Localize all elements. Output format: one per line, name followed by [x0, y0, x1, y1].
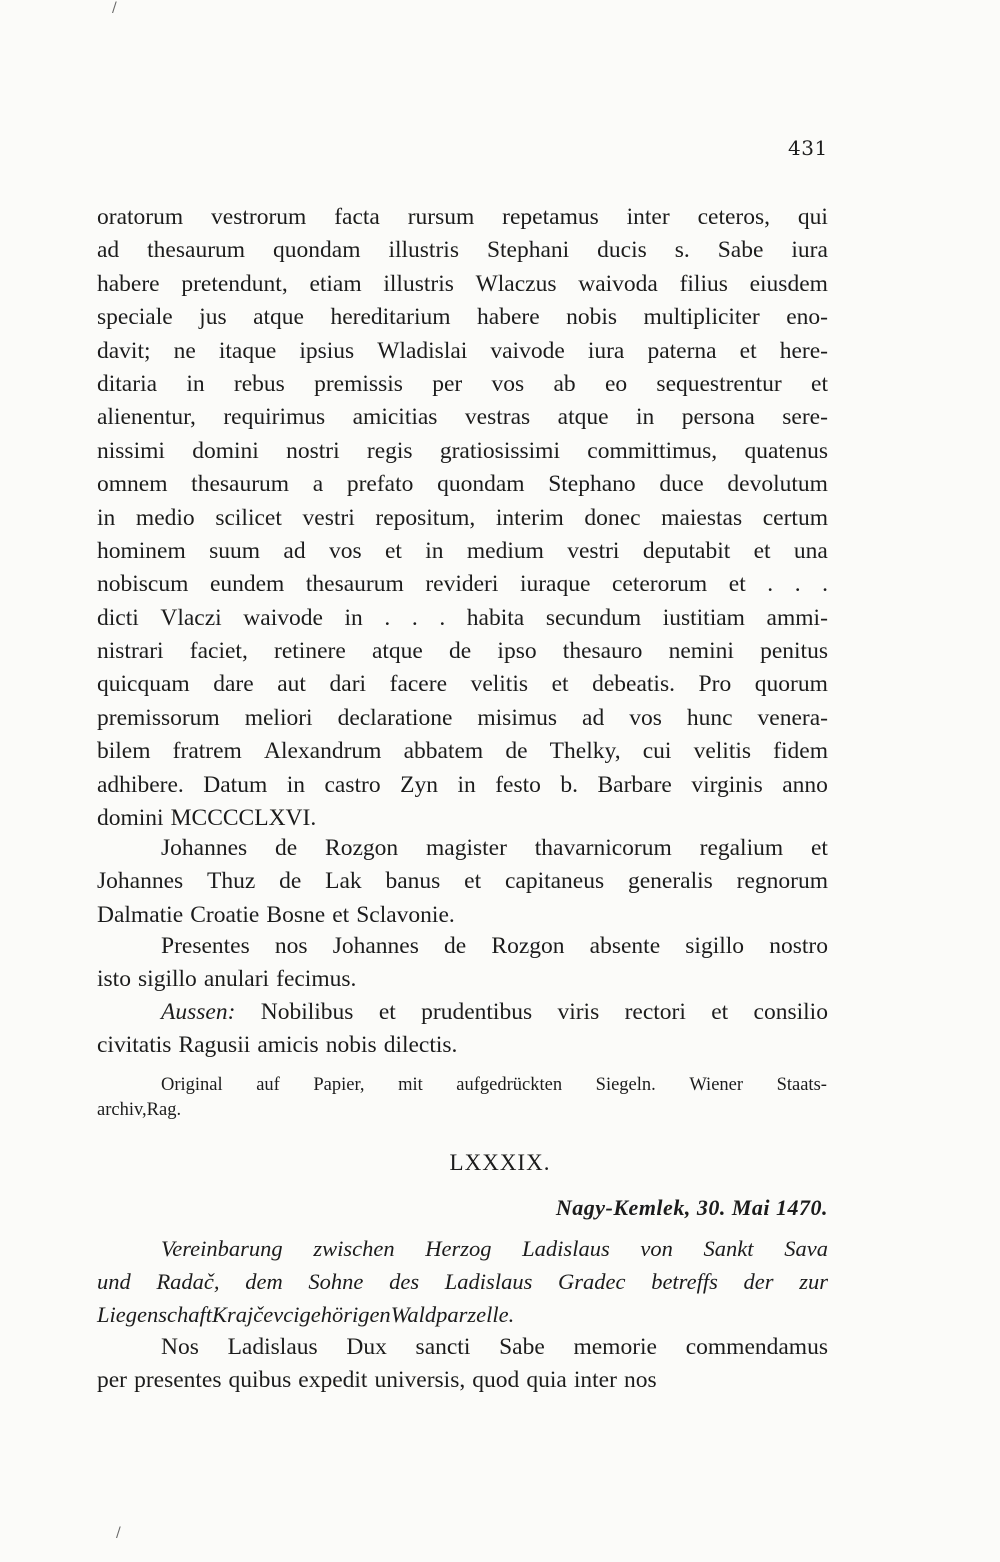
- margin-mark: /: [116, 1525, 121, 1541]
- text-line: per presentes quibus expedit universis, quod quia inter nos: [97, 1367, 657, 1394]
- text-line: ditaria in rebus premissis per vos ab eo sequestrentur et: [97, 370, 828, 397]
- text-line: oratorum vestrorum facta rursum repetamus inter ceteros, qui: [97, 204, 828, 230]
- main-paragraph: [97, 201, 828, 835]
- final-paragraph: [97, 1331, 828, 1398]
- text-line: Johannes Thuz de Lak banus et capitaneus generalis regnorum: [97, 868, 828, 895]
- text-line: nistrari faciet, retinere atque de ipso thesauro nemini penitus: [97, 638, 828, 665]
- text-line: archiv, Rag.: [97, 1100, 182, 1120]
- text-line: nobiscum eundem thesaurum revideri iuraque ceterorum et . . .: [97, 571, 828, 598]
- address-paragraph: [97, 996, 828, 1063]
- page-number: 431: [788, 136, 828, 160]
- source-note: [97, 1073, 827, 1123]
- text-line: civitatis Ragusii amicis nobis dilectis.: [97, 1032, 458, 1059]
- text-line: davit; ne itaque ipsius Wladislai vaivode iura paterna et here-: [97, 337, 828, 364]
- text-line: Aussen: Nobilibus et prudentibus viris rectori et consilio: [97, 996, 828, 1029]
- text-line: Nos Ladislaus Dux sancti Sabe memorie commendamus: [161, 1334, 828, 1360]
- text-line: Johannes de Rozgon magister thavarnicorum regalium et: [161, 835, 828, 861]
- text-line: quicquam dare aut dari facere velitis et debeatis. Pro quorum: [97, 671, 828, 698]
- text-line: premissorum meliori declaratione misimus ad vos hunc venera-: [97, 704, 828, 731]
- document-summary: [97, 1232, 828, 1331]
- text-line: alienentur, requirimus amicitias vestras atque in persona sere-: [97, 404, 828, 431]
- text-line: Original auf Papier, mit aufgedrückten Siegeln. Wiener Staats-: [161, 1075, 827, 1095]
- text-line: Presentes nos Johannes de Rozgon absente sigillo nostro: [161, 933, 828, 959]
- text-line: adhibere. Datum in castro Zyn in festo b. Barbare virginis anno: [97, 771, 828, 798]
- text-line: nissimi domini nostri regis gratiosissimi committimus, quatenus: [97, 437, 828, 464]
- text-line: Liegenschaft Krajčevci gehörigen Waldparzelle.: [97, 1302, 515, 1327]
- text-line: ad thesaurum quondam illustris Stephani ducis s. Sabe iura: [97, 237, 828, 264]
- margin-mark: /: [112, 0, 117, 16]
- text-line: bilem fratrem Alexandrum abbatem de Thelky, cui velitis fidem: [97, 738, 828, 765]
- text-line: isto sigillo anulari fecimus.: [97, 966, 357, 993]
- text-line: in medio scilicet vestri repositum, interim donec maiestas certum: [97, 504, 828, 531]
- text-line: Vereinbarung zwischen Herzog Ladislaus von Sankt Sava: [161, 1236, 828, 1261]
- text-line: dicti Vlaczi waivode in . . . habita secundum iustitiam ammi-: [97, 604, 828, 631]
- signatories-paragraph: [97, 832, 828, 932]
- text-line: speciale jus atque hereditarium habere nobis multipliciter eno-: [97, 304, 828, 331]
- text-line: und Radač, dem Sohne des Ladislaus Gradec betreffs der zur: [97, 1269, 828, 1294]
- seal-paragraph: [97, 930, 828, 997]
- text-line: Dalmatie Croatie Bosne et Sclavonie.: [97, 901, 455, 928]
- text-line: omnem thesaurum a prefato quondam Stephano duce devolutum: [97, 471, 828, 498]
- text-line: hominem suum ad vos et in medium vestri deputabit et una: [97, 537, 828, 564]
- document-date: Nagy-Kemlek, 30. Mai 1470.: [555, 1195, 828, 1220]
- text-line: habere pretendunt, etiam illustris Wlaczus waivoda filius eiusdem: [97, 270, 828, 297]
- text-line: domini MCCCCLXVI.: [97, 805, 317, 832]
- aussen-label: Aussen:: [161, 999, 236, 1025]
- document-number: LXXXIX.: [449, 1150, 551, 1175]
